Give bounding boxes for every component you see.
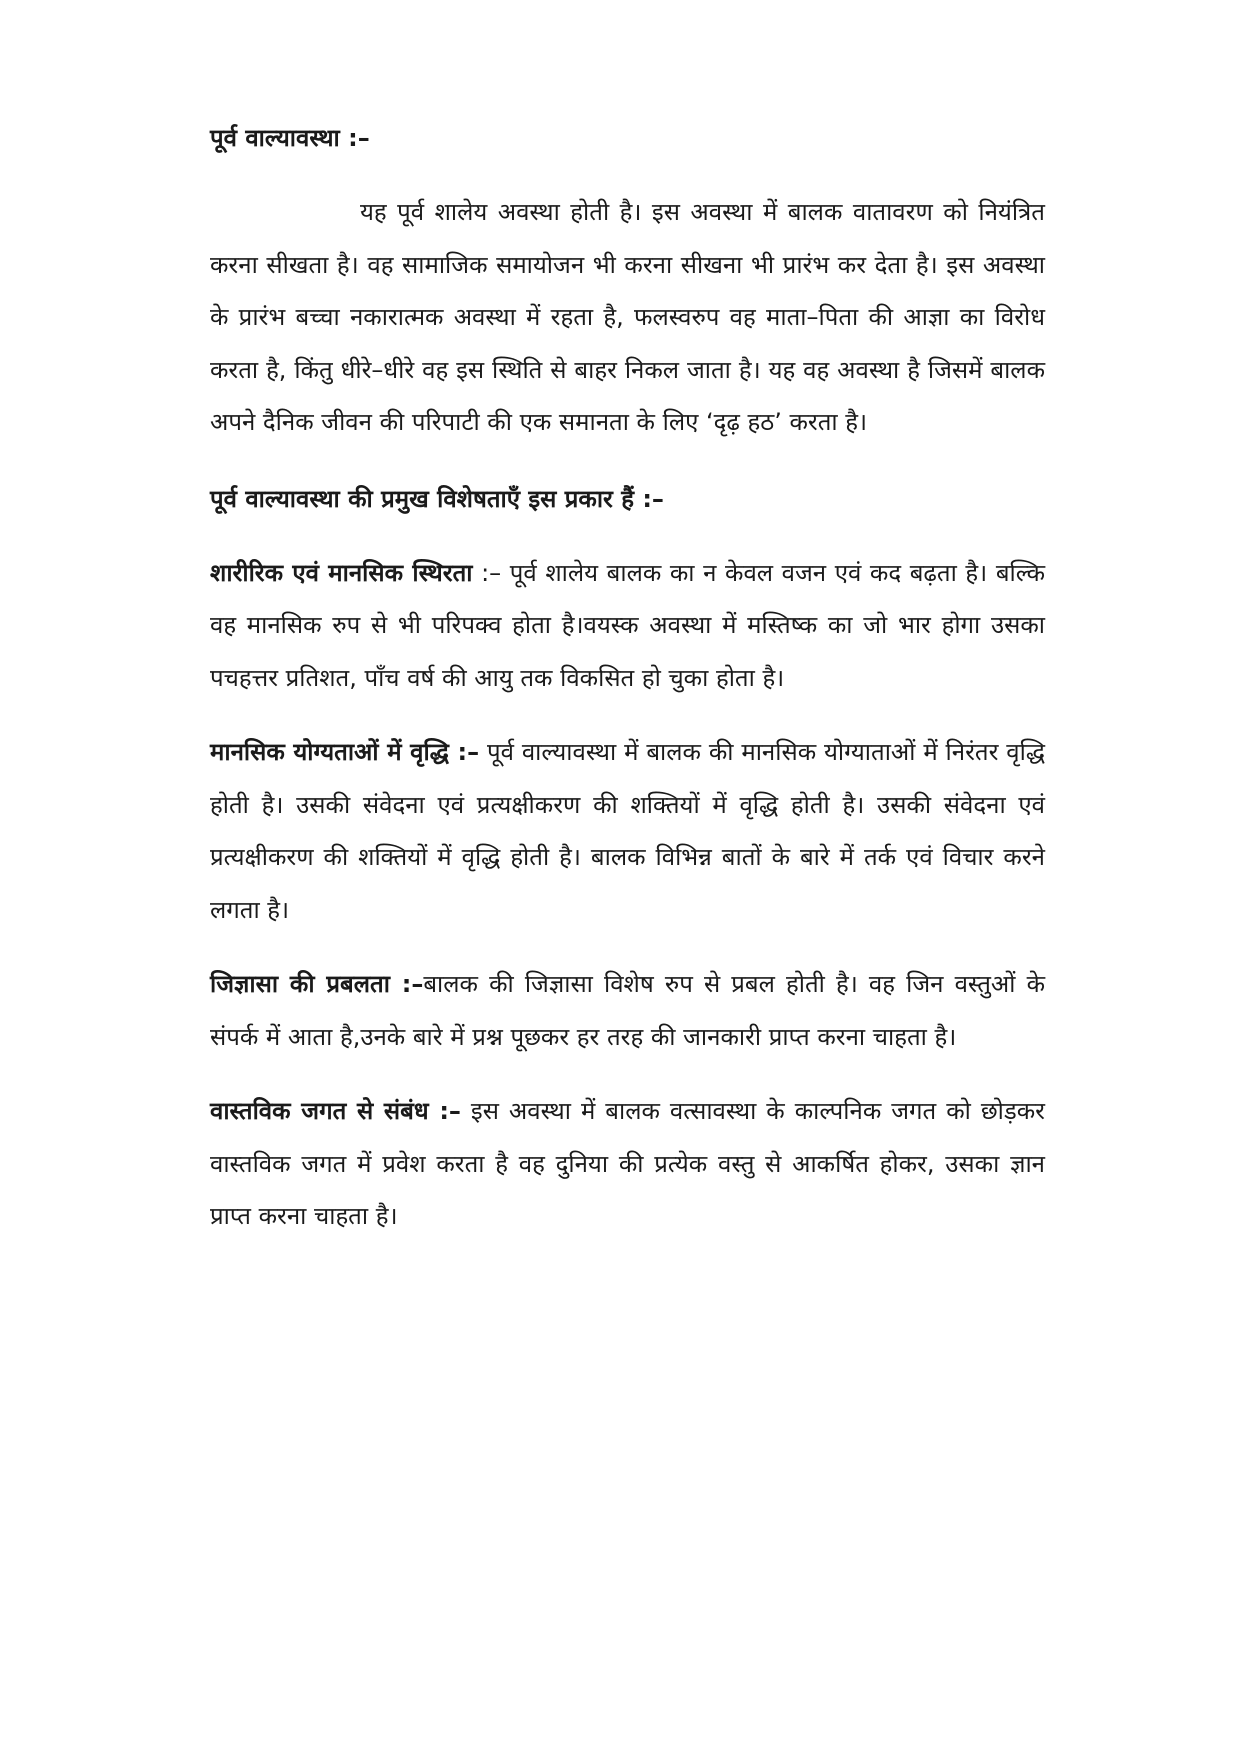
- section-heading: पूर्व वाल्यावस्था :–: [210, 124, 370, 152]
- features-heading: पूर्व वाल्यावस्था की प्रमुख विशेषताएँ इस प्रकार हैं :–: [210, 484, 664, 513]
- feature-separator: [461, 1097, 471, 1125]
- feature-text: बालक की जिज्ञासा विशेष रुप से प्रबल होती है। वह जिन वस्तुओं के संपर्क में आता है,उनके बारे में प्रश्न पूछकर हर तरह की जानकारी प्राप्त करना चाहता है।: [210, 970, 1046, 1051]
- feature-text: पूर्व शालेय बालक का न केवल वजन एवं कद बढ़ता है। बल्कि वह मानसिक रुप से भी परिपक्व होता है।वयस्क अवस्था में मस्तिष्क का जो भार होगा उसका पचहत्तर प्रतिशत, पाँच वर्ष की आयु तक विकसित हो चुका होता है।: [210, 558, 1046, 692]
- feature-title: मानसिक योग्यताओं में वृद्धि :–: [210, 738, 480, 766]
- feature-text: इस अवस्था में बालक वत्सावस्था के काल्पनिक जगत को छोड़कर वास्तविक जगत में प्रवेश करता है वह दुनिया की प्रत्येक वस्तु से आकर्षित होकर, उसका ज्ञान प्राप्त करना चाहता है।: [210, 1097, 1045, 1230]
- feature-title: वास्तविक जगत से संबंध :–: [210, 1097, 461, 1125]
- feature-text: पूर्व वाल्यावस्था में बालक की मानसिक योग्याताओं में निरंतर वृद्धि होती है। उसकी संवेदना एवं प्रत्यक्षीकरण की शक्तियों में वृद्धि होती है। उसकी संवेदना एवं प्रत्यक्षीकरण की शक्तियों में वृद्धि होती है। बालक विभिन्न बातों के बारे में तर्क एवं विचार करने लगता है।: [210, 738, 1045, 924]
- feature-paragraph-curiosity: [210, 958, 1045, 1063]
- feature-title: शारीरिक एवं मानसिक स्थिरता: [210, 558, 473, 587]
- feature-title: जिज्ञासा की प्रबलता :–: [210, 970, 424, 998]
- feature-paragraph-mental-abilities: [210, 726, 1045, 936]
- feature-separator: [479, 738, 487, 766]
- document-page: [210, 112, 1045, 1243]
- feature-separator: :–: [472, 558, 510, 587]
- intro-paragraph: यह पूर्व शालेय अवस्था होती है। इस अवस्था में बालक वातावरण को नियंत्रित करना सीखता है। वह सामाजिक समायोजन भी करना सीखना भी प्रारंभ कर देता है। इस अवस्था के प्रारंभ बच्चा नकारात्मक अवस्था में रहता है, फलस्वरुप वह माता–पिता की आज्ञा का विरोध करता है, किंतु धीरे–धीरे वह इस स्थिति से बाहर निकल जाता है। यह वह अवस्था है जिसमें बालक अपने दैनिक जीवन की परिपाटी की एक समानता के लिए ‘दृढ़ हठ’ करता है।: [210, 198, 1045, 436]
- feature-paragraph-real-world: [210, 1085, 1045, 1243]
- feature-paragraph-physical-mental-stability: [210, 547, 1045, 705]
